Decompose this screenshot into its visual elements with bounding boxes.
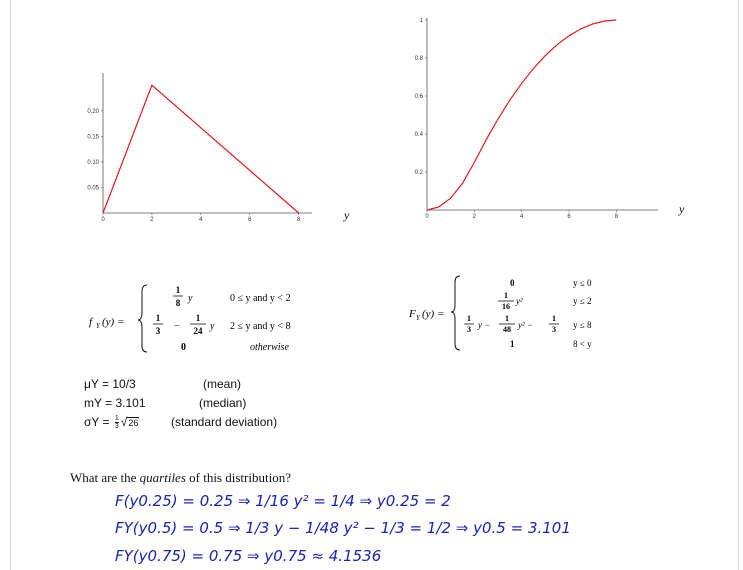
y-tick-label: 0.4: [414, 132, 423, 138]
cdf-r3-cond: y ≤ 8: [573, 320, 592, 330]
pdf-lhs-arg: (y) =: [102, 316, 125, 328]
cdf-lhs: F: [409, 308, 416, 320]
page-border-right: [738, 0, 739, 570]
pdf-brace: [138, 285, 147, 352]
cdf-r3-c-num: 1: [552, 314, 556, 323]
cdf-r2-var: y²: [516, 296, 523, 306]
cdf-r3-b-den: 48: [503, 325, 511, 334]
x-tick-label: 2: [472, 214, 477, 220]
cdf-r4-expr: 1: [510, 339, 515, 349]
cdf-r1-expr: 0: [510, 278, 515, 288]
cdf-line: [427, 20, 616, 210]
x-tick-label: 6: [248, 217, 252, 223]
pdf-lhs-sub: Y: [96, 322, 100, 330]
cdf-lhs-sub: Y: [416, 314, 420, 322]
pdf-r3-expr: 0: [181, 342, 186, 353]
pdf-r2-b-den: 24: [193, 326, 203, 336]
question-emph: quartiles: [139, 470, 186, 485]
question-text: [70, 470, 291, 486]
stat-mean-value: μY = 10/3: [84, 377, 136, 391]
stat-sd-value: [84, 415, 139, 430]
stat-sd-frac-num: 1: [114, 415, 119, 423]
cdf-brace: [451, 276, 460, 350]
handwritten-line-2: FY(y0.5) = 0.5 ⇒ 1/3 y − 1/48 y² − 1/3 = 1/2 ⇒ y0.5 = 3.101: [115, 519, 571, 537]
x-tick-label: 4: [199, 217, 203, 223]
cdf-r3-c-den: 3: [552, 325, 556, 334]
cdf-r4-cond: 8 < y: [573, 339, 592, 349]
x-tick-label: 6: [567, 214, 571, 220]
stat-median-note: (median): [199, 396, 247, 410]
x-tick-label: 2: [150, 217, 154, 223]
pdf-r2-b-num: 1: [195, 313, 201, 323]
cdf-r3-a-num: 1: [467, 314, 471, 323]
cdf-r2-num: 1: [504, 291, 508, 300]
pdf-r2-var: y: [210, 321, 215, 332]
page-border-left: [10, 0, 11, 570]
y-tick-label: 1: [419, 18, 423, 24]
stat-sd-lhs: σY =: [84, 415, 113, 429]
pdf-r2-a-num: 1: [155, 313, 161, 323]
pdf-chart: [70, 62, 360, 232]
cdf-r2-cond: y ≤ 2: [573, 296, 592, 306]
stat-sd-fraction: [115, 415, 119, 430]
pdf-r1-var: y: [188, 293, 193, 304]
pdf-r1-den: 8: [175, 298, 181, 308]
cdf-r3-t2: y² −: [518, 320, 534, 330]
cdf-r3-a-den: 3: [467, 325, 471, 334]
stat-sd-frac-den: 3: [114, 423, 119, 431]
stat-median-value: mY = 3.101: [84, 396, 146, 410]
pdf-x-axis-label: y: [344, 208, 350, 222]
y-tick-label: 0.2: [414, 170, 423, 176]
pdf-lhs: f: [89, 316, 93, 328]
stat-sd-sqrt-arg: 26: [128, 418, 139, 428]
x-tick-label: 0: [101, 217, 105, 223]
y-tick-label: 0.20: [87, 108, 99, 115]
question-prefix: What are the: [70, 470, 140, 485]
cdf-lhs-arg: (y) =: [422, 308, 445, 320]
pdf-r2-cond: 2 ≤ y and y < 8: [230, 321, 291, 332]
cdf-formula: [405, 272, 625, 352]
cdf-r2-den: 16: [502, 302, 510, 311]
x-tick-label: 8: [614, 214, 619, 220]
cdf-r3-t1: y −: [478, 320, 491, 330]
cdf-chart: [395, 12, 695, 227]
pdf-r2-minus: −: [174, 321, 180, 332]
x-tick-label: 0: [425, 214, 429, 220]
x-tick-label: 4: [519, 214, 524, 220]
sqrt-sign: √: [120, 415, 128, 429]
y-tick-label: 0.05: [87, 185, 99, 192]
pdf-line: [103, 85, 299, 213]
pdf-formula: [85, 282, 345, 354]
pdf-r1-cond: 0 ≤ y and y < 2: [230, 293, 291, 304]
cdf-r3-b-num: 1: [505, 314, 509, 323]
stat-mean-note: (mean): [203, 377, 242, 391]
handwritten-line-3: FY(y0.75) = 0.75 ⇒ y0.75 ≈ 4.1536: [115, 547, 382, 565]
pdf-r3-cond: otherwise: [250, 342, 289, 353]
y-tick-label: 0.6: [414, 94, 423, 100]
cdf-x-axis-label: y: [679, 202, 685, 216]
pdf-r1-num: 1: [175, 285, 181, 295]
question-suffix: of this distribution?: [185, 470, 291, 485]
x-tick-label: 8: [296, 217, 301, 223]
pdf-r2-a-den: 3: [155, 326, 161, 336]
y-tick-label: 0.15: [87, 134, 99, 141]
cdf-r1-cond: y ≤ 0: [573, 278, 592, 288]
y-tick-label: 0.8: [414, 56, 423, 62]
handwritten-line-1: F(y0.25) = 0.25 ⇒ 1/16 y² = 1/4 ⇒ y0.25 = 2: [115, 492, 451, 510]
y-tick-label: 0.10: [87, 159, 99, 166]
stat-sd-note: (standard deviation): [171, 415, 278, 429]
